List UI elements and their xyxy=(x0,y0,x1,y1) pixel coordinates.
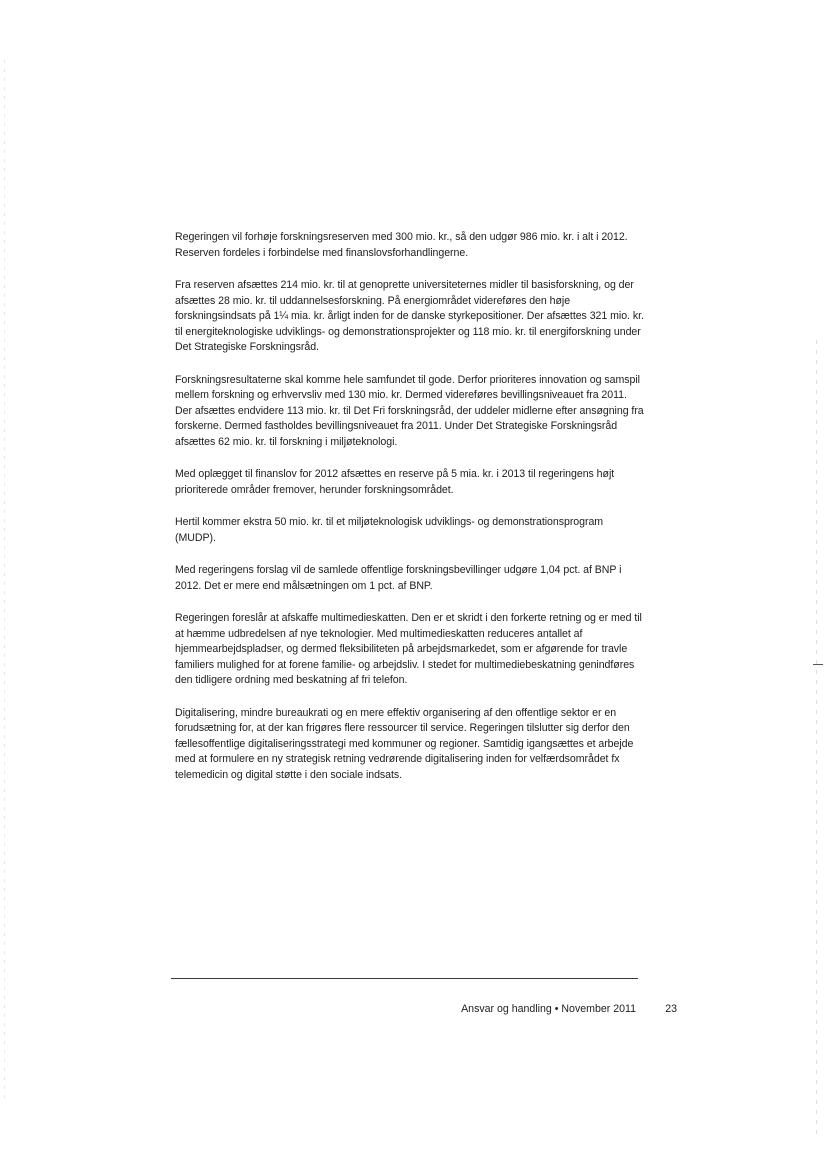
scan-edge-artifact xyxy=(4,60,5,1100)
scan-edge-artifact xyxy=(816,340,817,1140)
scan-edge-mark xyxy=(813,664,823,665)
paragraph: Med regeringens forslag vil de samlede offentlige forskningsbevillinger udgøre 1,04 pct. af BNP i 2012. Det er mere end målsætningen om 1 pct. af BNP. xyxy=(175,564,622,592)
paragraph: Hertil kommer ekstra 50 mio. kr. til et miljøteknologisk udviklings- og demonstrationsprogram (MUDP). xyxy=(175,516,604,544)
paragraph: Regeringen foreslår at afskaffe multimedieskatten. Den er et skridt i den forkerte retning og er med til at hæmme udbredelsen af nye teknologier. Med multimedieskatten reduceres antallet af hjemmearbejdspladser, og dermed fleksibiliteten på arbejdsmarkedet, som er afgørende for travle familiers mulighed for at forene familie- og arbejdsliv. I stedet for multimediebeskatning genindføres den tidligere ordning med beskatning af fri telefon. xyxy=(175,612,642,686)
paragraph: Fra reserven afsættes 214 mio. kr. til at genoprette universiteternes midler til basisforskning, og der afsættes 28 mio. kr. til uddannelsesforskning. På energiområdet videreføres den høje forskningsindsats på 1¼ mia. kr. årligt inden for de danske styrkepositioner. Der afsættes 321 mio. kr. til energiteknologiske udviklings- og demonstrationsprojekter og 118 mio. kr. til energiforskning under Det Strategiske Forskningsråd. xyxy=(175,279,644,353)
paragraph: Forskningsresultaterne skal komme hele samfundet til gode. Derfor prioriteres innovation og samspil mellem forskning og erhvervsliv med 130 mio. kr. Dermed videreføres bevillingsniveauet fra 2011. Der afsættes endvidere 113 mio. kr. til Det Fri forskningsråd, der uddeler midlerne efter ansøgning fra forskerne. Dermed fastholdes bevillingsniveauet fra 2011. Under Det Strategiske Forskningsråd afsættes 62 mio. kr. til forskning i miljøteknologi. xyxy=(175,373,644,448)
page-number: 23 xyxy=(665,1003,677,1015)
paragraph: Med oplægget til finanslov for 2012 afsættes en reserve på 5 mia. kr. i 2013 til regeringens højt prioriterede områder fremover, herunder forskningsområdet. xyxy=(175,468,615,496)
paragraph: Regeringen vil forhøje forskningsreserven med 300 mio. kr., så den udgør 986 mio. kr. i alt i 2012. Reserven fordeles i forbindelse med finanslovsforhandlingerne. xyxy=(175,231,628,259)
footer-publication: Ansvar og handling • November 2011 xyxy=(461,1003,636,1015)
page-footer xyxy=(400,1002,680,1018)
paragraph: Digitalisering, mindre bureaukrati og en mere effektiv organisering af den offentlige sektor er en forudsætning for, at der kan frigøres flere ressourcer til service. Regeringen tilslutter sig derfor den fællesoffentlige digitaliseringsstrategi med kommuner og regioner. Samtidig igangsættes et arbejde med at formulere en ny strategisk retning vedrørende digitalisering inden for velfærdsområdet fx telemedicin og digital støtte i den sociale indsats. xyxy=(175,706,634,781)
body-text xyxy=(175,230,645,800)
footer-rule xyxy=(171,978,638,979)
